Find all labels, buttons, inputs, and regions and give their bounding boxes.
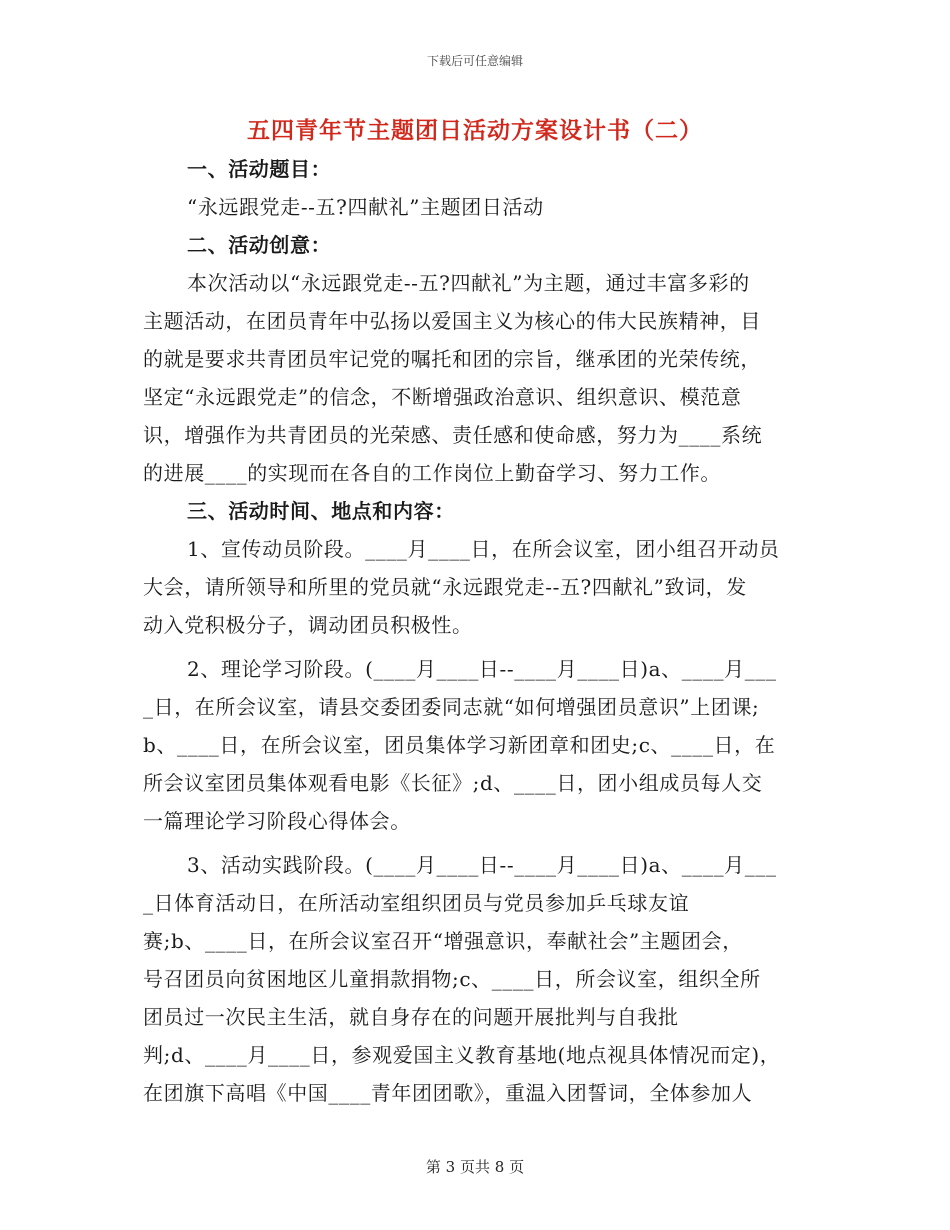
paragraph-line: b、____日，在所会议室，团员集体学习新团章和团史;c、____日，在 [143, 733, 776, 757]
paragraph-line: 团员过一次民主生活，就自身存在的问题开展批判与自我批 [143, 1005, 679, 1029]
paragraph-line: 一篇理论学习阶段心得体会。 [143, 809, 411, 833]
section-heading-topic: 一、活动题目： [187, 157, 332, 181]
paragraph-line: 的就是要求共青团员牢记党的嘱托和团的宗旨，继承团的光荣传统， [143, 347, 761, 371]
page-number: 第 3 页共 8 页 [425, 1158, 525, 1176]
paragraph-line: “永远跟党走--五?四献礼”主题团日活动 [187, 195, 544, 219]
document-title: 五四青年节主题团日活动方案设计书（二） [247, 118, 703, 144]
section-heading-idea: 二、活动创意： [187, 233, 332, 257]
section-heading-schedule: 三、活动时间、地点和内容： [187, 499, 455, 523]
document-body [143, 150, 813, 1112]
header-note: 下载后可任意编辑 [426, 54, 523, 68]
paragraph-line: 本次活动以“永远跟党走--五?四献礼”为主题，通过丰富多彩的 [187, 271, 750, 295]
paragraph-line: 在团旗下高唱《中国____青年团团歌》，重温入团誓词，全体参加人 [143, 1081, 753, 1105]
paragraph-line: 识，增强作为共青团员的光荣感、责任感和使命感，努力为____系统 [143, 423, 763, 447]
paragraph-line: 坚定“永远跟党走”的信念，不断增强政治意识、组织意识、模范意 [143, 385, 742, 409]
paragraph-line: 号召团员向贫困地区儿童捐款捐物;c、____日，所会议室，组织全所 [143, 967, 761, 991]
paragraph-line: 所会议室团员集体观看电影《长征》;d、____日，团小组成员每人交 [143, 771, 763, 795]
paragraph-line: 主题活动，在团员青年中弘扬以爱国主义为核心的伟大民族精神，目 [143, 309, 761, 333]
paragraph-line: 的进展____的实现而在各自的工作岗位上勤奋学习、努力工作。 [143, 461, 721, 485]
paragraph-line: _日体育活动日，在所活动室组织团员与党员参加乒乓球友谊 [143, 891, 690, 915]
paragraph-line: 大会，请所领导和所里的党员就“永远跟党走--五?四献礼”致词，发 [143, 575, 747, 599]
paragraph-line: 2、理论学习阶段。(____月____日--____月____日)a、____月___ [187, 657, 777, 681]
paragraph-line: 动入党积极分子，调动团员积极性。 [143, 613, 473, 637]
paragraph-line: 3、活动实践阶段。(____月____日--____月____日)a、____月___ [187, 853, 777, 877]
paragraph-line: 1、宣传动员阶段。____月____日，在所会议室，团小组召开动员 [187, 537, 780, 561]
paragraph-line: _日，在所会议室，请县交委团委同志就“如何增强团员意识”上团课; [143, 695, 760, 719]
paragraph-line: 判;d、____月____日，参观爱国主义教育基地(地点视具体情况而定)， [143, 1043, 781, 1067]
paragraph-line: 赛;b、____日，在所会议室召开“增强意识，奉献社会”主题团会， [143, 929, 743, 953]
